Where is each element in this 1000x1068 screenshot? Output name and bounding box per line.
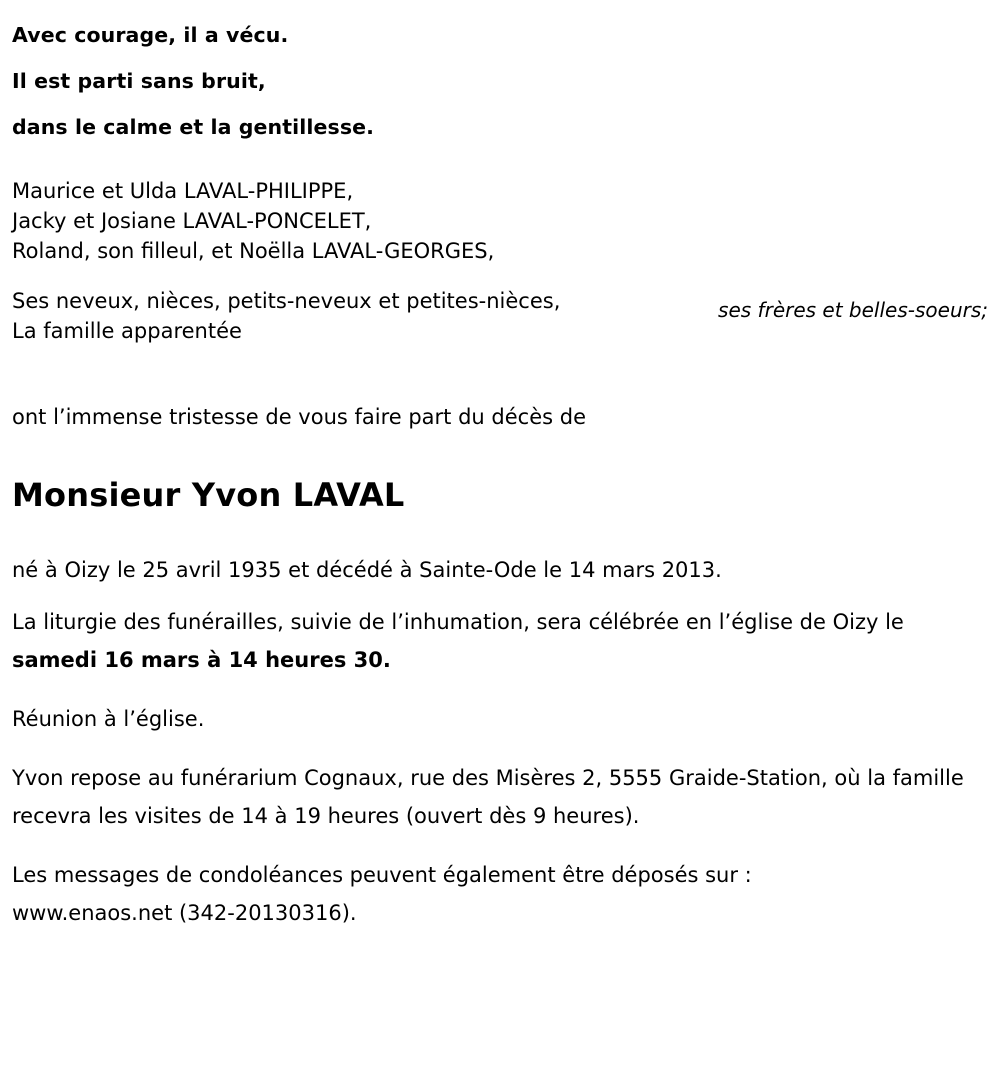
survivor-line-2: Jacky et Josiane LAVAL-PONCELET, — [12, 209, 372, 233]
survivor-line-3: Roland, son filleul, et Noëlla LAVAL-GEORGES, — [12, 239, 495, 263]
survivor-line-1: Maurice et Ulda LAVAL-PHILIPPE, — [12, 179, 354, 203]
birth-death-dates: né à Oizy le 25 avril 1935 et décédé à Sainte-Ode le 14 mars 2013. — [12, 558, 722, 582]
extended-family-line-1: Ses neveux, nièces, petits-neveux et petites-nièces, — [12, 289, 561, 313]
verse-line-1: Avec courage, il a vécu. — [12, 23, 289, 47]
survivors-list — [12, 176, 988, 266]
liturgy-text: La liturgie des funérailles, suivie de l’inhumation, sera célébrée en l’église de Oizy le — [12, 610, 904, 634]
liturgy-paragraph — [12, 603, 988, 679]
repose-paragraph: Yvon repose au funérarium Cognaux, rue des Misères 2, 5555 Graide-Station, où la famille recevra les visites de 14 à 19 heures (ouvert dès 9 heures). — [12, 766, 964, 828]
extended-family-line-2: La famille apparentée — [12, 319, 242, 343]
deceased-name: Monsieur Yvon LAVAL — [12, 476, 405, 514]
verse-line-3: dans le calme et la gentillesse. — [12, 115, 375, 139]
opening-verse — [12, 0, 988, 150]
condolences-url[interactable]: www.enaos.net (342-20130316). — [12, 901, 357, 925]
liturgy-datetime: samedi 16 mars à 14 heures 30. — [12, 648, 391, 672]
condolences-paragraph — [12, 856, 988, 932]
gathering-paragraph: Réunion à l’église. — [12, 707, 205, 731]
survivors-relationship-qualifier: ses frères et belles-soeurs; — [718, 298, 988, 322]
verse-line-2: Il est parti sans bruit, — [12, 69, 266, 93]
announcement-lead-in: ont l’immense tristesse de vous faire part du décès de — [12, 405, 586, 429]
condolences-intro: Les messages de condoléances peuvent également être déposés sur : — [12, 863, 752, 887]
